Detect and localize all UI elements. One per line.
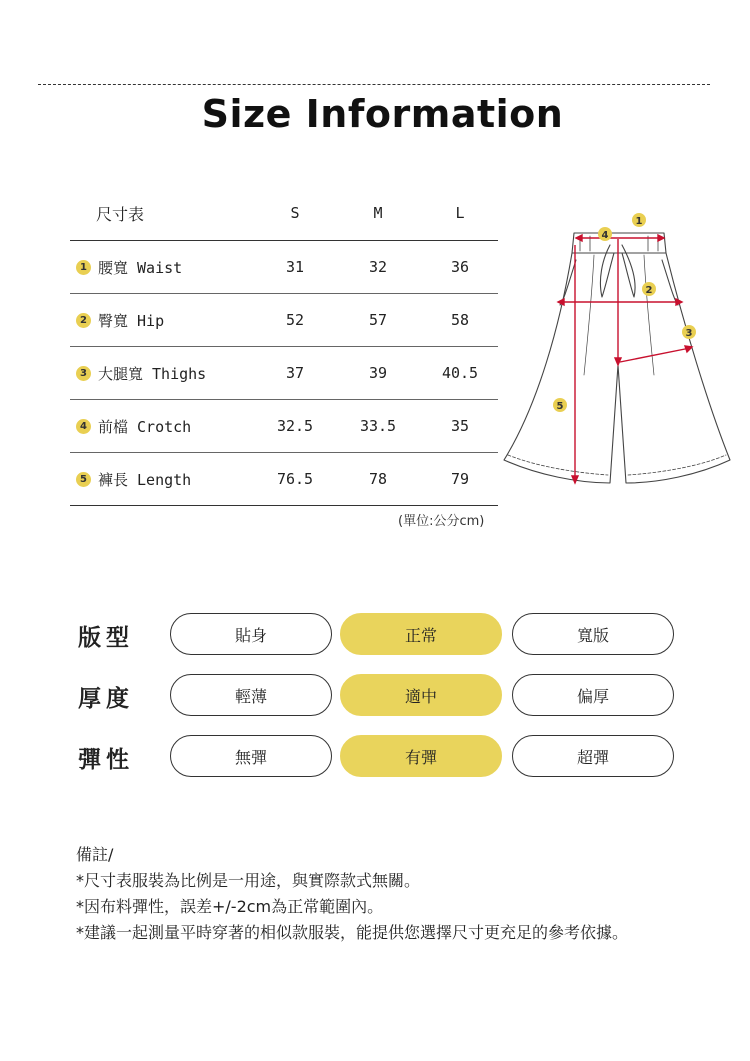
value-l: 36 [450,258,470,276]
unit-note: (單位:公分cm) [398,514,485,529]
value-l: 79 [450,470,470,488]
fit-label: 版型 [78,624,134,651]
number-badge: 5 [76,472,91,487]
value-m: 33.5 [359,417,397,435]
dashed-divider [38,84,710,85]
thickness-label: 厚度 [78,685,134,712]
marker-label-2: 2 [645,285,653,296]
value-s: 52 [285,311,305,329]
header-size-l: L [455,204,465,222]
marker-label-4: 4 [601,230,609,241]
thickness-option-medium[interactable]: 適中 [340,674,502,716]
table-row [70,453,498,506]
table-row [70,241,498,294]
page-title: Size Information [201,92,564,136]
elasticity-option-super[interactable]: 超彈 [512,735,674,777]
header-label: 尺寸表 [96,204,145,224]
thickness-row [78,674,678,718]
row-label: 臀寬 Hip [98,311,165,330]
thickness-option-thin[interactable]: 輕薄 [170,674,332,716]
value-l: 40.5 [441,364,479,382]
row-label: 大腿寬 Thighs [98,364,207,383]
number-badge: 2 [76,313,91,328]
table-row [70,400,498,453]
note-line: *因布料彈性，誤差+/-2cm為正常範圍內。 [76,897,384,916]
elasticity-label: 彈性 [78,746,134,773]
elasticity-option-none[interactable]: 無彈 [170,735,332,777]
value-m: 57 [368,311,388,329]
fit-option-slim[interactable]: 貼身 [170,613,332,655]
row-label: 褲長 Length [98,470,192,489]
value-l: 35 [450,417,470,435]
value-m: 78 [368,470,388,488]
fit-option-loose[interactable]: 寬版 [512,613,674,655]
fit-option-regular[interactable]: 正常 [340,613,502,655]
number-badge: 4 [76,419,91,434]
size-table-header [70,190,498,241]
note-line: *尺寸表服裝為比例是一用途，與實際款式無關。 [76,871,421,890]
notes [76,842,628,946]
note-line: *建議一起測量平時穿著的相似款服裝，能提供您選擇尺寸更充足的參考依據。 [76,923,629,942]
marker-label-5: 5 [556,401,564,412]
table-row [70,347,498,400]
number-badge: 1 [76,260,91,275]
value-l: 58 [450,311,470,329]
value-s: 37 [285,364,305,382]
notes-heading: 備註/ [76,845,114,864]
value-s: 76.5 [276,470,314,488]
thickness-option-thick[interactable]: 偏厚 [512,674,674,716]
value-s: 32.5 [276,417,314,435]
value-m: 32 [368,258,388,276]
marker-label-1: 1 [635,216,643,227]
pants-diagram [498,205,750,500]
header-size-s: S [290,204,300,222]
row-label: 腰寬 Waist [98,258,183,277]
value-s: 31 [285,258,305,276]
size-table [70,190,498,506]
header-size-m: M [373,204,383,222]
marker-label-3: 3 [685,328,693,339]
number-badge: 3 [76,366,91,381]
elasticity-row [78,735,678,779]
value-m: 39 [368,364,388,382]
row-label: 前檔 Crotch [98,417,192,436]
fit-row [78,613,678,657]
elasticity-option-stretch[interactable]: 有彈 [340,735,502,777]
table-row [70,294,498,347]
